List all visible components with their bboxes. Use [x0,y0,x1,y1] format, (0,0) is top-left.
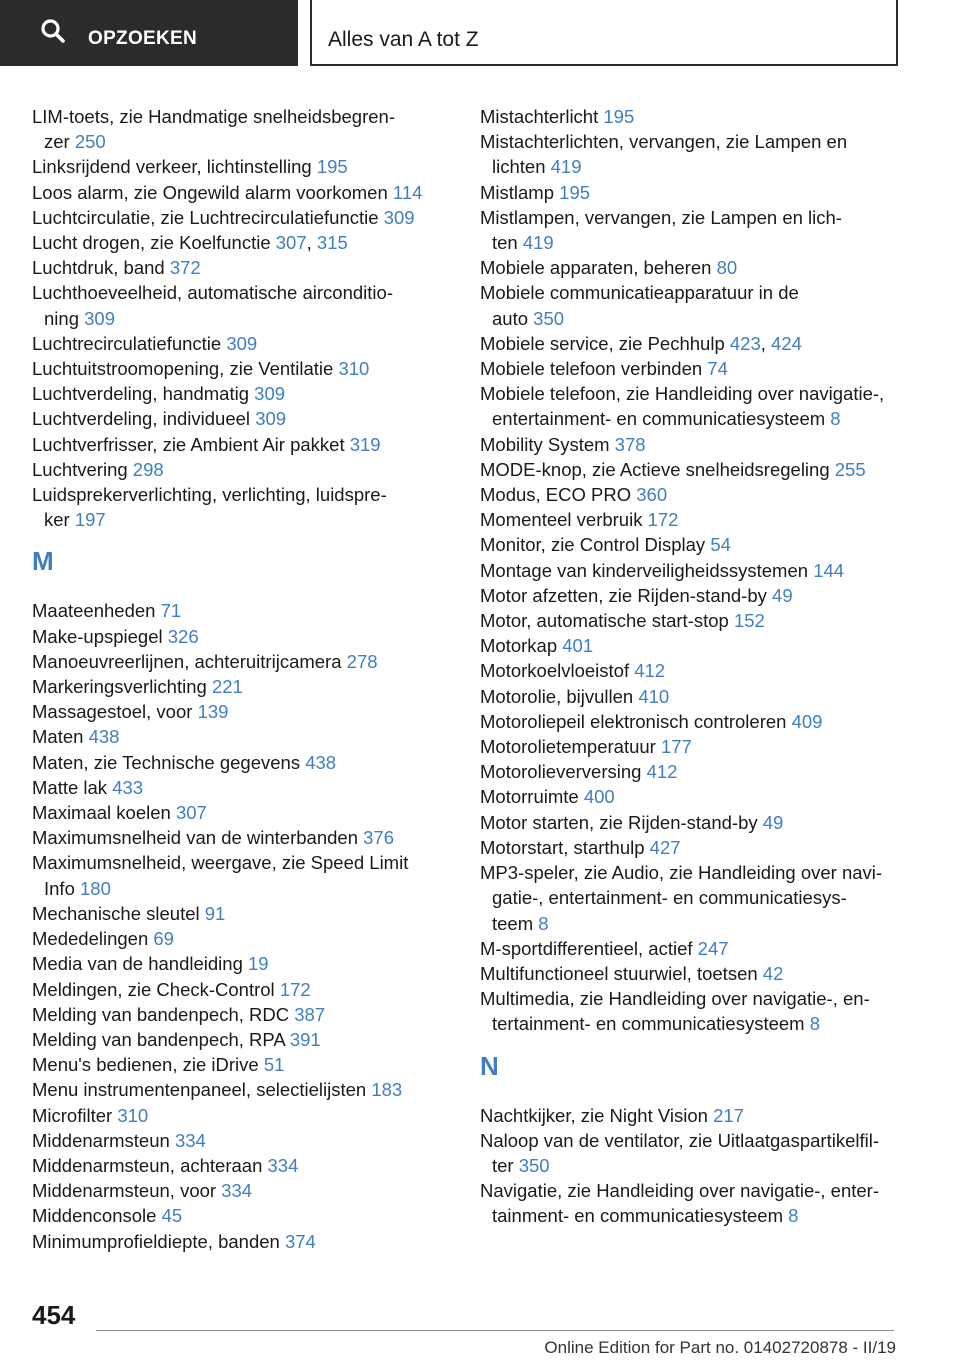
index-entry [480,558,920,583]
index-entry-text: ker [44,509,75,531]
index-entry [480,356,920,381]
index-entry [480,180,920,205]
index-entry [32,699,442,724]
page-link[interactable]: 80 [716,257,738,279]
index-entry-text: Motorkoelvloeistof [480,660,635,682]
index-entry [32,432,442,457]
index-entry [480,608,920,633]
page-link[interactable]: 350 [533,307,565,329]
index-entry [32,598,442,623]
page-link[interactable]: 195 [603,106,635,127]
section-letter-m: M [32,546,54,577]
index-entry-text: Melding van bandenpech, RPA [32,1028,290,1050]
index-entry [32,951,442,976]
index-entry [480,835,920,860]
index-entry [480,936,920,961]
page-link[interactable]: 8 [830,408,841,430]
a-to-z-tab[interactable] [310,0,898,66]
page-link[interactable]: 139 [197,701,229,723]
index-entry-text: Menu's bedienen, zie iDrive [32,1054,264,1076]
index-entry-text: Motorruimte [480,786,584,808]
index-entry-text: lichten [492,156,551,178]
index-entry [32,482,442,532]
index-entry [32,1128,442,1153]
index-entry [480,381,920,431]
index-entry-text: Motorolietemperatuur [480,736,661,758]
index-entry [32,154,442,179]
page-link[interactable]: 401 [562,635,594,657]
index-entry-text: Lucht drogen, zie Koelfunctie [32,232,276,254]
index-entry [480,280,920,330]
index-entry-text: Motoroliepeil elektronisch controleren [480,710,792,732]
index-entry [32,1077,442,1102]
index-entry [480,633,920,658]
index-entry-text: Microfilter [32,1104,118,1126]
index-entry-text: LIM-toets, zie Handmatige snelheidsbegren- [32,106,395,127]
index-entry [480,205,920,255]
page-link[interactable]: 54 [710,534,731,556]
page-link[interactable]: 412 [634,660,666,682]
page-link[interactable]: 8 [809,1013,821,1035]
index-entry [32,674,442,699]
index-entry-text: Motorolie, bijvullen [480,685,639,707]
index-entry-text: Motorkap [480,635,563,657]
index-entry-text: Mistlamp [480,181,560,203]
page-link[interactable]: 334 [267,1154,299,1176]
index-entry-text: Middenconsole [32,1205,162,1227]
index-entry [32,104,442,154]
index-entry-text: tainment- en communicatiesysteem [492,1205,789,1227]
page-link[interactable]: 391 [289,1028,321,1050]
index-entry [480,784,920,809]
index-entry [32,331,442,356]
index-entry [480,1178,920,1228]
index-entry [480,1128,920,1178]
index-entry-text: Mistachterlicht [480,106,604,127]
index-entry [32,356,442,381]
index-entry-text: Media van de handleiding [32,953,248,975]
index-entry [32,825,442,850]
index-entry-text: auto [492,307,534,329]
page-link[interactable]: 326 [167,625,199,647]
index-entry [32,724,442,749]
page-link[interactable]: 49 [762,811,784,833]
page-link[interactable]: 427 [649,836,681,858]
index-column-right [480,104,920,1229]
page-link[interactable]: 309 [254,383,286,405]
index-entry-text: Montage van kinderveiligheidssystemen [480,559,814,581]
index-entry-text: Naloop van de ventilator, zie Uitlaatgaspartikelfil- [480,1129,879,1151]
index-entry-text: Luchtvering [32,458,133,480]
index-entry-text: Info [44,877,80,899]
index-entry-text: MODE-knop, zie Actieve snelheidsregeling [480,458,835,480]
index-entry [480,709,920,734]
index-entry: Lucht drogen, zie Koelfunctie 307, 315 [32,232,348,254]
index-column-left [32,104,442,1254]
page-link[interactable]: 69 [153,928,174,950]
page-link[interactable]: 217 [713,1104,744,1126]
page-link[interactable]: 195 [559,181,591,203]
search-icon [40,18,66,44]
index-entry-text: teem [492,912,539,934]
index-entry-text: Middenarmsteun [32,1129,175,1151]
page-link[interactable]: 49 [772,584,793,606]
index-entry [480,961,920,986]
index-entry-text: Massagestoel, voor [32,701,198,723]
page-link[interactable]: 419 [550,156,582,178]
page-link[interactable]: 19 [248,953,269,975]
page-link[interactable]: 438 [88,726,120,748]
page-link[interactable]: 250 [74,131,106,153]
page-link[interactable]: 247 [697,937,729,959]
index-entry [480,129,920,179]
index-entry-text: Luchtdruk, band [32,257,170,279]
page-link[interactable]: 144 [813,559,845,581]
index-entry [32,457,442,482]
index-entry [480,104,920,129]
page-link[interactable]: 309 [84,307,115,329]
page-link[interactable]: 412 [646,761,678,783]
index-entry-text: Luchtuitstroomopening, zie Ventilatie [32,358,339,380]
page-link[interactable]: 177 [660,736,692,758]
index-entry [32,1153,442,1178]
index-entry [32,850,442,900]
index-entry-text: Multimedia, zie Handleiding over navigatie-, en- [480,988,870,1010]
page-link[interactable]: 378 [614,433,646,455]
index-entry-text: ten [492,232,523,254]
index-entry-text: Mobility System [480,433,615,455]
index-entry [32,280,442,330]
page-link[interactable]: 309 [255,408,287,430]
index-entry-text: Motorolieverversing [480,761,647,783]
page-link[interactable]: 221 [211,676,243,698]
index-entry-text: Meldingen, zie Check-Control [32,978,280,1000]
index-entry-text: ter [492,1154,519,1176]
page-link[interactable]: 350 [518,1154,550,1176]
index-entry [480,684,920,709]
page-link[interactable]: 400 [583,786,615,808]
page-link[interactable]: 419 [522,232,554,254]
index-entry-text: Mechanische sleutel [32,902,205,924]
page-link[interactable]: 334 [174,1129,206,1151]
page-link[interactable]: 360 [636,484,668,506]
index-entry-text: Melding van bandenpech, RDC [32,1003,295,1025]
page-link[interactable]: 197 [74,509,106,531]
index-entry [32,649,442,674]
page-link[interactable]: 42 [762,962,784,984]
index-entry [32,255,442,280]
index-entry-text: Modus, ECO PRO [480,484,637,506]
index-entry [480,986,920,1036]
page-link[interactable]: 172 [647,509,679,531]
page-link[interactable]: 74 [707,358,728,380]
index-entry-text: Mobiele telefoon, zie Handleiding over navigatie-, [480,383,885,405]
page-link[interactable]: 307 [175,802,207,824]
page-link[interactable]: 183 [371,1079,403,1101]
index-entry-text: Maten [32,726,89,748]
index-entry-text: Mobiele service, zie Pechhulp [480,332,730,354]
search-tab-label: OPZOEKEN [88,28,198,49]
index-entry-text: Motor, automatische start-stop [480,610,734,632]
index-entry [32,926,442,951]
page-link[interactable]: 45 [161,1205,183,1227]
index-entry-text: Maximumsnelheid van de winterbanden [32,827,364,849]
index-entry [480,432,920,457]
page-link[interactable]: 71 [160,600,182,622]
index-entry [480,810,920,835]
section-letter-n: N [480,1050,499,1081]
page-link[interactable]: 315 [316,232,348,254]
page-link[interactable]: 424 [771,332,802,354]
footer-divider [96,1330,894,1331]
index-entry [480,457,920,482]
index-entry [32,901,442,926]
page-link[interactable]: 310 [338,358,370,380]
index-entry-text: gatie-, entertainment- en communicatiesys- [492,887,847,909]
top-navigation [0,0,960,68]
index-entry [32,750,442,775]
index-entry-text: Motor starten, zie Rijden-stand-by [480,811,763,833]
index-entry [32,1103,442,1128]
page-link[interactable]: 409 [791,710,823,732]
index-entry [480,734,920,759]
index-entry [480,507,920,532]
page-link[interactable]: 172 [279,978,311,1000]
index-entry-text: Middenarmsteun, achteraan [32,1154,268,1176]
edition-text: Online Edition for Part no. 01402720878 - II/19 [544,1338,896,1357]
index-entry-text: Mededelingen [32,928,154,950]
index-entry-text: Mistachterlichten, vervangen, zie Lampen en [480,131,848,153]
index-entry [32,800,442,825]
page-link[interactable]: 433 [112,776,144,798]
index-entry-text: Maximumsnelheid, weergave, zie Speed Limit [32,852,409,874]
page-link[interactable]: 8 [788,1205,799,1227]
index-entry-text: MP3-speler, zie Audio, zie Handleiding over navi- [480,862,883,884]
index-entry [32,1052,442,1077]
index-entry-text: Middenarmsteun, voor [32,1180,222,1202]
index-entry-text: Luchtrecirculatiefunctie [32,332,227,354]
page-link[interactable]: 91 [204,902,226,924]
index-entry-text: Linksrijdend verkeer, lichtinstelling [32,156,317,178]
footer-edition [0,1338,896,1358]
search-tab[interactable] [0,0,298,66]
page-link[interactable]: 307 [275,232,307,254]
index-entry-text: tertainment- en communicatiesysteem [492,1013,810,1035]
index-entry [32,775,442,800]
page-link[interactable]: 309 [383,206,415,228]
index-entry-text: M-sportdifferentieel, actief [480,937,698,959]
index-entry-text: Loos alarm, zie Ongewild alarm voorkomen [32,181,393,203]
index-entry-text: ning [44,307,85,329]
page-link[interactable]: 310 [117,1104,149,1126]
index-entry-text: Luchthoeveelheid, automatische airconditio- [32,282,393,304]
index-entry-text: Multifunctioneel stuurwiel, toetsen [480,962,763,984]
page-link[interactable]: 376 [363,827,395,849]
a-to-z-tab-label: Alles van A tot Z [328,28,479,51]
page-link[interactable]: 423 [729,332,761,354]
index-entry-text: Luchtverdeling, handmatig [32,383,255,405]
index-entry [480,583,920,608]
index-entry-text: Luchtverdeling, individueel [32,408,256,430]
index-entry-text: Motorstart, starthulp [480,836,650,858]
index-group-m-right [480,104,920,1037]
page-link[interactable]: 372 [169,257,201,279]
index-entry-text: Momenteel verbruik [480,509,648,531]
index-entry [32,977,442,1002]
page-link[interactable]: 410 [638,685,670,707]
index-entry [480,1103,920,1128]
index-entry-text: Monitor, zie Control Display [480,534,711,556]
index-entry [32,1027,442,1052]
index-entry [480,860,920,936]
page-link[interactable]: 152 [733,610,765,632]
index-entry-text: Navigatie, zie Handleiding over navigatie-, enter- [480,1180,879,1202]
page-link[interactable]: 319 [349,433,381,455]
index-entry: Mobiele service, zie Pechhulp 423, 424 [480,332,802,354]
index-entry-text: Maximaal koelen [32,802,176,824]
page-link[interactable]: 309 [226,332,258,354]
index-entry-text: Make-upspiegel [32,625,168,647]
index-entry-text: entertainment- en communicatiesysteem [492,408,831,430]
page-link[interactable]: 114 [392,181,423,203]
page-link[interactable]: 255 [834,458,866,480]
index-entry [32,1229,442,1254]
index-entry-text: Markeringsverlichting [32,676,212,698]
index-entry-text: Manoeuvreerlijnen, achteruitrijcamera [32,650,347,672]
page-link[interactable]: 374 [284,1230,316,1252]
page-link[interactable]: 180 [80,877,111,899]
index-entry-text: Mobiele apparaten, beheren [480,257,717,279]
index-entry [32,180,442,205]
index-group-m-left [32,598,442,1253]
index-entry-text: Maten, zie Technische gegevens [32,751,306,773]
index-entry-text: Luchtverfrisser, zie Ambient Air pakket [32,433,350,455]
index-group-l [32,104,442,532]
index-entry-text: Motor afzetten, zie Rijden-stand-by [480,584,773,606]
page-link[interactable]: 387 [294,1003,326,1025]
index-entry [32,205,442,230]
index-entry-text: Mobiele telefoon verbinden [480,358,708,380]
page-link[interactable]: 298 [132,458,164,480]
index-entry [32,1002,442,1027]
index-entry [32,406,442,431]
page-link[interactable]: 51 [263,1054,285,1076]
index-entry [32,1203,442,1228]
page-number: 454 [32,1300,76,1330]
page-link[interactable]: 438 [305,751,337,773]
index-entry-text: Mobiele communicatieapparatuur in de [480,282,799,304]
index-entry-text: Luidsprekerverlichting, verlichting, luidspre- [32,484,387,506]
index-entry [480,482,920,507]
index-entry-text: Menu instrumentenpaneel, selectielijsten [32,1079,372,1101]
index-entry-text: Minimumprofieldiepte, banden [32,1230,285,1252]
index-entry-text: Nachtkijker, zie Night Vision [480,1104,714,1126]
index-entry-text: Mistlampen, vervangen, zie Lampen en lich- [480,206,842,228]
page-link[interactable]: 195 [316,156,348,178]
index-group-n [480,1103,920,1229]
index-entry-text: Luchtcirculatie, zie Luchtrecirculatiefunctie [32,206,384,228]
index-entry [480,255,920,280]
index-entry [480,759,920,784]
page-link[interactable]: 8 [538,912,549,934]
index-entry-text: Maateenheden [32,600,161,622]
page-link[interactable]: 278 [346,650,378,672]
index-entry [32,624,442,649]
index-entry [480,658,920,683]
index-entry [480,532,920,557]
index-entry [32,381,442,406]
index-entry-text: zer [44,131,75,153]
index-entry-text: Matte lak [32,776,113,798]
page-link[interactable]: 334 [221,1180,253,1202]
index-entry [32,1178,442,1203]
